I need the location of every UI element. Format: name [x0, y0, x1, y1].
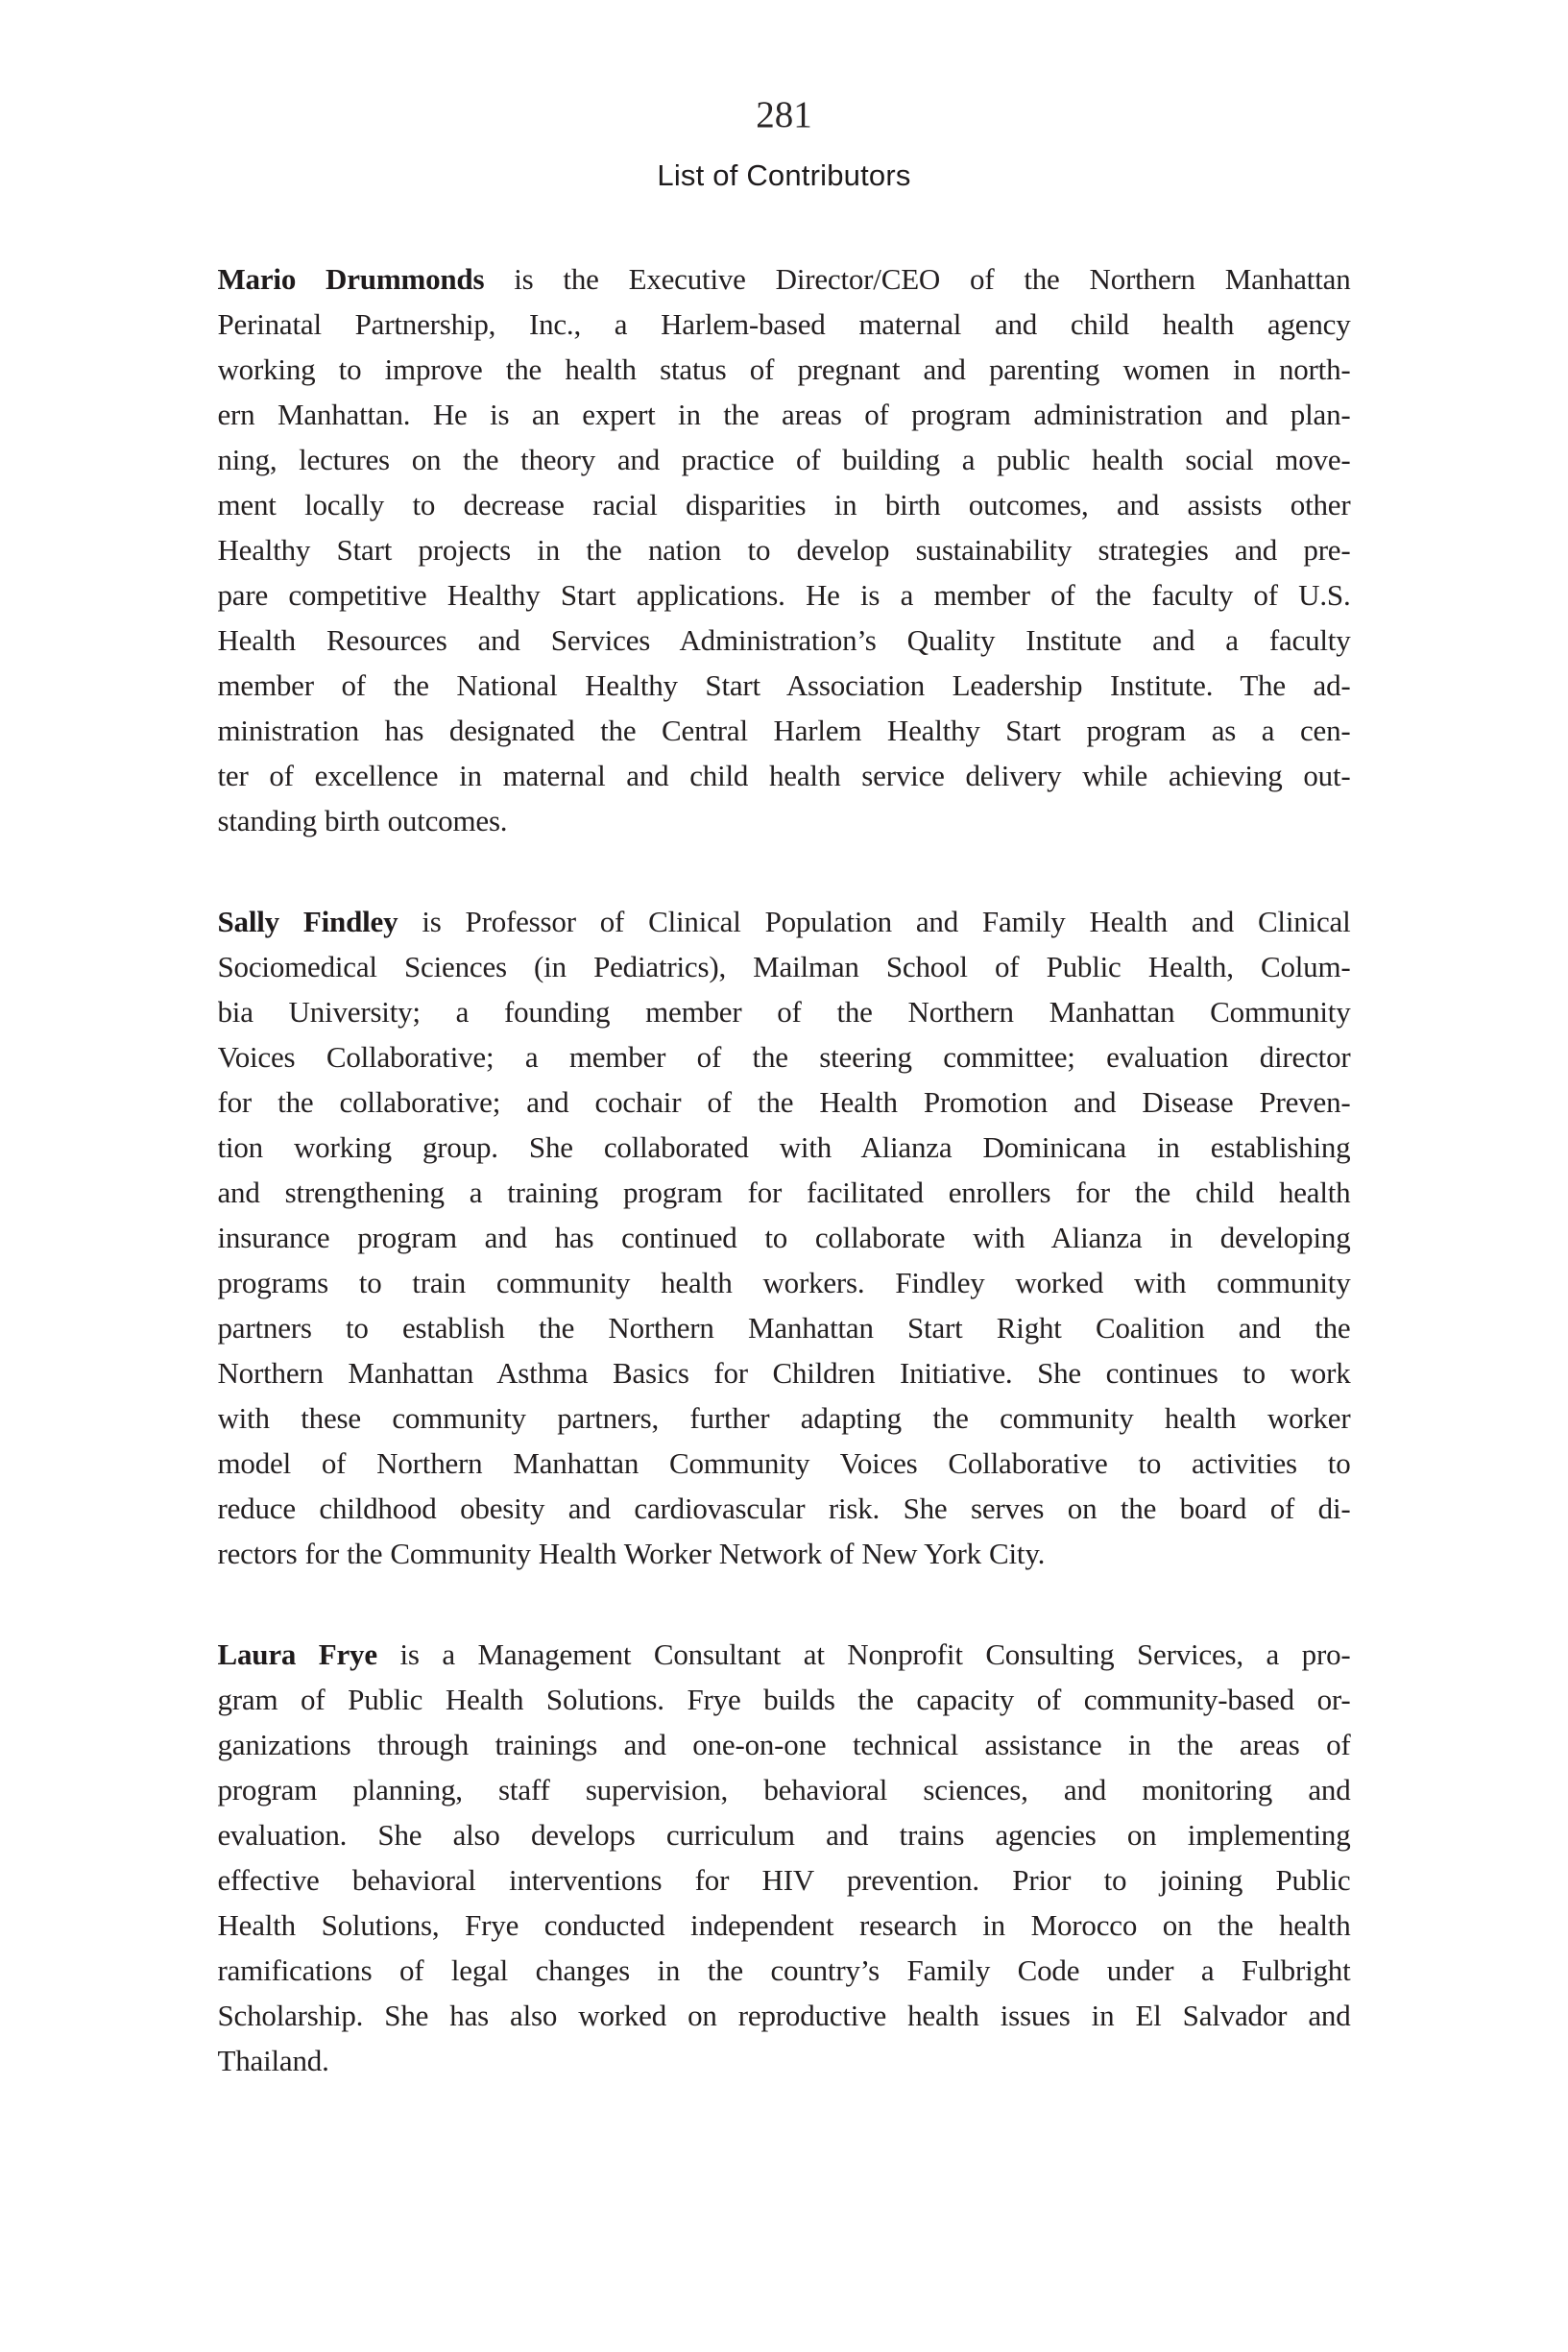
contributor-name: Mario Drummonds [217, 261, 485, 296]
text-line: working to improve the health status of pregnant and parenting women in north- [217, 352, 1351, 386]
text-line: Northern Manhattan Asthma Basics for Children Initiative. She continues to work [217, 1355, 1351, 1390]
contributor-entry [218, 256, 1351, 843]
text-line: Thailand. [217, 2043, 329, 2077]
text-line: bia University; a founding member of the Northern Manhattan Community [217, 994, 1351, 1029]
text-line: with these community partners, further adapting the community health worker [217, 1400, 1351, 1435]
contributors-list [218, 256, 1351, 2083]
text-line: Sociomedical Sciences (in Pediatrics), Mailman School of Public Health, Colum- [217, 949, 1351, 983]
text-line: ganizations through trainings and one-on-one technical assistance in the areas of [217, 1727, 1351, 1761]
text-line: ramifications of legal changes in the country’s Family Code under a Fulbright [217, 1952, 1351, 1987]
text-line: Healthy Start projects in the nation to develop sustainability strategies and pre- [217, 532, 1351, 567]
text-line: Mario Drummonds is the Executive Director/CEO of the Northern Manhattan [217, 261, 1351, 296]
contributor-entry [218, 1632, 1351, 2083]
text-line: standing birth outcomes. [217, 803, 508, 837]
text-line: ministration has designated the Central Harlem Healthy Start program as a cen- [217, 713, 1351, 747]
text-line: gram of Public Health Solutions. Frye builds the capacity of community-based or- [217, 1682, 1351, 1716]
text-line: effective behavioral interventions for HIV prevention. Prior to joining Public [217, 1862, 1351, 1897]
contributor-entry [218, 899, 1351, 1576]
text-line: model of Northern Manhattan Community Voices Collaborative to activities to [217, 1445, 1351, 1480]
text-line: Laura Frye is a Management Consultant at Nonprofit Consulting Services, a pro- [217, 1637, 1351, 1671]
text-line: pare competitive Healthy Start applications. He is a member of the faculty of U.S. [217, 577, 1351, 612]
page-heading: List of Contributors [657, 158, 911, 192]
text-line: Sally Findley is Professor of Clinical Population and Family Health and Clinical [217, 904, 1351, 938]
text-line: evaluation. She also develops curriculum and trains agencies on implementing [217, 1817, 1351, 1852]
text-line: for the collaborative; and cochair of the Health Promotion and Disease Preven- [217, 1084, 1351, 1119]
contributor-name: Laura Frye [217, 1637, 377, 1671]
text-line: programs to train community health workers. Findley worked with community [217, 1265, 1351, 1299]
text-line: Health Solutions, Frye conducted independent research in Morocco on the health [217, 1907, 1351, 1942]
contributor-name: Sally Findley [217, 904, 398, 938]
text-line: ter of excellence in maternal and child health service delivery while achieving out- [217, 758, 1351, 792]
text-line: Health Resources and Services Administration’s Quality Institute and a faculty [217, 622, 1351, 657]
text-line: program planning, staff supervision, behavioral sciences, and monitoring and [217, 1772, 1351, 1806]
text-line: ment locally to decrease racial disparities in birth outcomes, and assists other [217, 487, 1351, 521]
text-line: rectors for the Community Health Worker Network of New York City. [217, 1536, 1046, 1570]
text-line: member of the National Healthy Start Association Leadership Institute. The ad- [217, 667, 1351, 702]
text-line: reduce childhood obesity and cardiovascular risk. She serves on the board of di- [217, 1491, 1351, 1525]
text-line: ning, lectures on the theory and practice of building a public health social move- [217, 442, 1351, 476]
page-number: 281 [756, 94, 812, 135]
text-line: and strengthening a training program for facilitated enrollers for the child health [217, 1175, 1351, 1209]
text-line: Perinatal Partnership, Inc., a Harlem-based maternal and child health agency [217, 306, 1351, 341]
text-line: partners to establish the Northern Manhattan Start Right Coalition and the [217, 1310, 1351, 1345]
text-line: tion working group. She collaborated with Alianza Dominicana in establishing [217, 1129, 1351, 1164]
text-line: ern Manhattan. He is an expert in the areas of program administration and plan- [217, 397, 1351, 431]
text-line: insurance program and has continued to collaborate with Alianza in developing [217, 1220, 1351, 1254]
text-line: Scholarship. She has also worked on reproductive health issues in El Salvador and [217, 1998, 1351, 2032]
text-line: Voices Collaborative; a member of the steering committee; evaluation director [217, 1039, 1351, 1074]
